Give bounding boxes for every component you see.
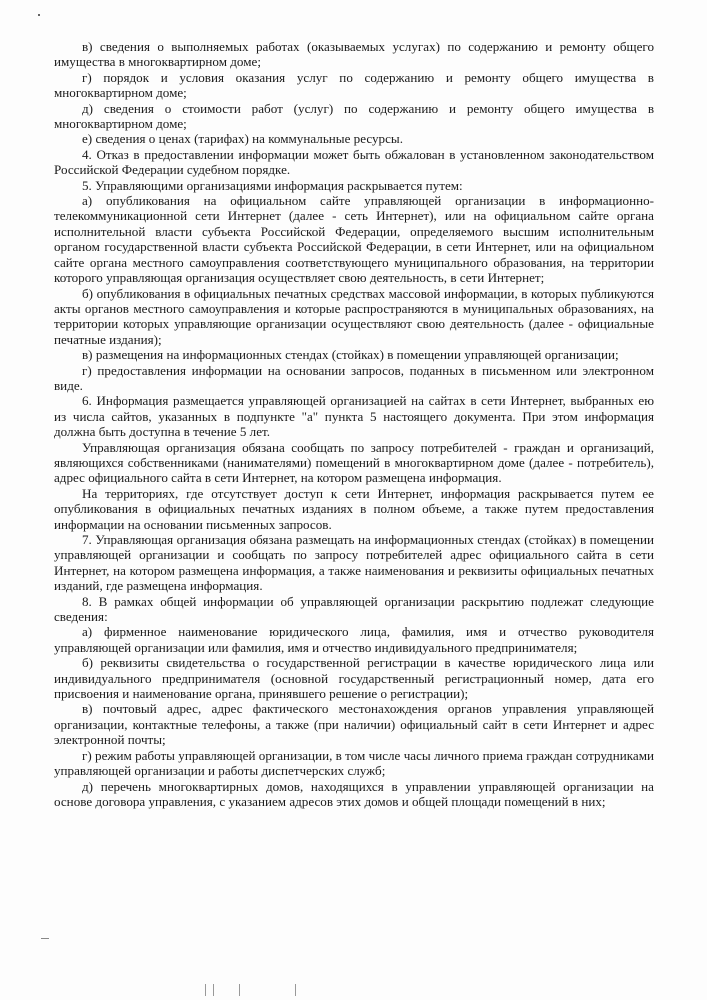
paragraph-section-5-b: б) опубликования в официальных печатных средствах массовой информации, в которых публикуются акты органов местного самоуправления и которые распространяются в муниципальных образованиях, на территории которых управляющие организации осуществляют свою деятельность (далее - официальные печатные издания);	[54, 285, 654, 347]
paragraph-item-g-order: г) порядок и условия оказания услуг по содержанию и ремонту общего имущества в многоквартирном доме;	[54, 69, 654, 101]
paragraph-section-6-no-internet: На территориях, где отсутствует доступ к сети Интернет, информация раскрывается путем ее опубликования в официальных печатных изданиях в полном объеме, а также путем предоставления информации на основании письменных запросов.	[54, 485, 654, 532]
paragraph-section-8: 8. В рамках общей информации об управляющей организации раскрытию подлежат следующие сведения:	[54, 593, 654, 625]
paragraph-section-8-a: а) фирменное наименование юридического лица, фамилия, имя и отчество руководителя управляющей организации или фамилия, имя и отчество индивидуального предпринимателя;	[54, 624, 654, 655]
scan-tick	[213, 984, 214, 996]
scan-tick	[205, 984, 206, 996]
scan-tick	[239, 984, 240, 996]
paragraph-item-d-cost: д) сведения о стоимости работ (услуг) по содержанию и ремонту общего имущества в многоквартирном доме;	[54, 100, 654, 132]
paragraph-section-5-v: в) размещения на информационных стендах (стойках) в помещении управляющей организации;	[82, 347, 619, 363]
paragraph-section-6-request: Управляющая организация обязана сообщать по запросу потребителей - граждан и организаций, являющихся собственниками (нанимателями) помещений в многоквартирном доме (далее - потребитель), адрес официального сайта в сети Интернет, на котором размещена информация.	[54, 439, 654, 486]
paragraph-section-8-v: в) почтовый адрес, адрес фактического местонахождения органов управления управляющей организации, контактные телефоны, а также (при наличии) официальный сайт в сети Интернет и адрес электронной почты;	[54, 701, 654, 748]
paragraph-section-8-b: б) реквизиты свидетельства о государственной регистрации в качестве юридического лица или индивидуального предпринимателя (основной государственный регистрационный номер, дата его присвоения и наименование органа, принявшего решение о регистрации);	[54, 655, 654, 702]
scan-edge-mark	[41, 938, 49, 939]
paragraph-item-v-works: в) сведения о выполняемых работах (оказываемых услугах) по содержанию и ремонту общего имущества в многоквартирном доме;	[54, 39, 654, 70]
scan-tick	[295, 984, 296, 996]
paragraph-section-7: 7. Управляющая организация обязана размещать на информационных стендах (стойках) в помещении управляющей организации и сообщать по запросу потребителей адрес официального сайта в сети Интернет, на котором размещена информация, а также наименования и реквизиты официальных печатных изданий, где размещена информация.	[54, 532, 654, 594]
paragraph-section-4: 4. Отказ в предоставлении информации может быть обжалован в установленном законодательством Российской Федерации судебном порядке.	[54, 146, 654, 178]
document-body	[54, 39, 654, 809]
paragraph-section-8-d: д) перечень многоквартирных домов, находящихся в управлении управляющей организации на основе договора управления, с указанием адресов этих домов и общей площади помещений в них;	[54, 778, 654, 809]
paragraph-section-8-g: г) режим работы управляющей организации, в том числе часы личного приема граждан сотрудниками управляющей организации и работы диспетчерских служб;	[54, 747, 654, 779]
scan-speck	[38, 14, 40, 16]
paragraph-section-5-a: а) опубликования на официальном сайте управляющей организации в информационно-телекоммуникационной сети Интернет (далее - сеть Интернет), или на официальном сайте органа исполнительной власти субъекта Российской Федерации, определяемого высшим исполнительным органом государственной власти субъекта Российской Федерации, в сети Интернет, или на официальном сайте органа местного самоуправления соответствующего муниципального образования, на территории которого управляющая организация осуществляет свою деятельность, в сети Интернет;	[54, 193, 654, 286]
paragraph-section-5: 5. Управляющими организациями информация раскрывается путем:	[82, 177, 463, 193]
paragraph-section-5-g: г) предоставления информации на основании запросов, поданных в письменном или электронном виде.	[54, 362, 654, 393]
scan-bottom-marks	[195, 984, 315, 998]
paragraph-item-e-tariffs: е) сведения о ценах (тарифах) на коммунальные ресурсы.	[82, 131, 403, 147]
paragraph-section-6: 6. Информация размещается управляющей организацией на сайтах в сети Интернет, выбранных ею из числа сайтов, указанных в подпункте "а" пункта 5 настоящего документа. При этом информация должна быть доступна в течение 5 лет.	[54, 393, 654, 440]
